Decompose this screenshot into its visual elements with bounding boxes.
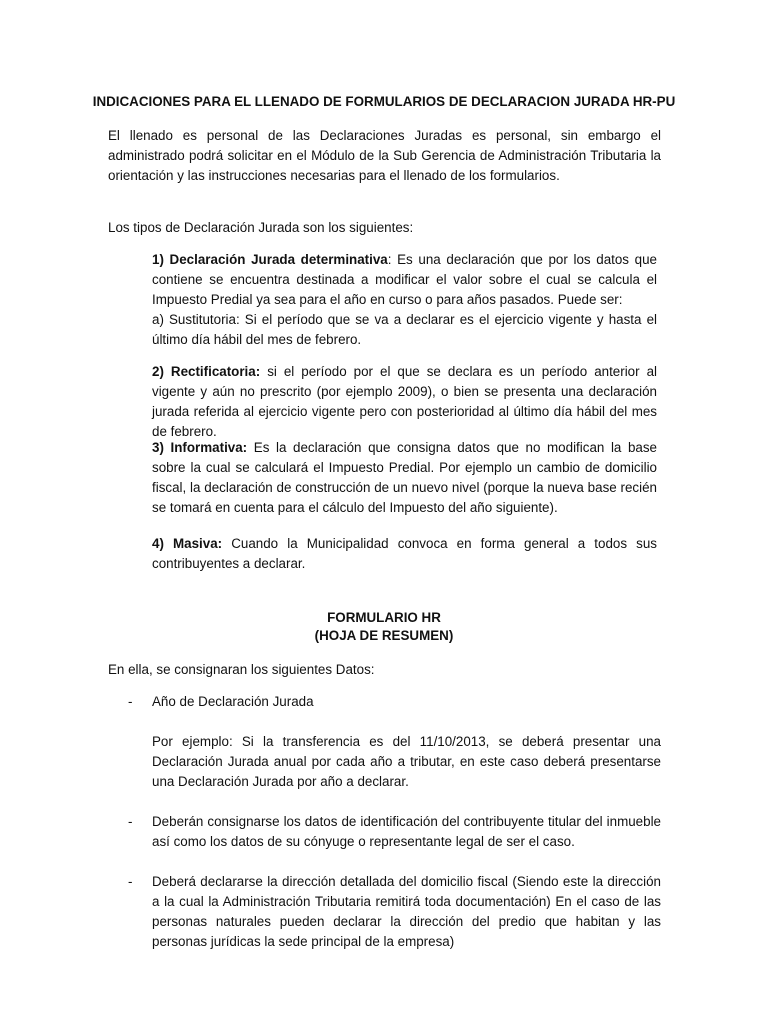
type-item-sub: a) Sustitutoria: Si el período que se va a declarar es el ejercicio vigente y hasta el último día hábil del mes de febrero. <box>152 312 657 347</box>
type-item-text: si el período por el que se declara es un período anterior al vigente y aún no prescrito (por ejemplo 2009), o bien se presenta una declaración jurada referida al ejercicio vigente pero con posterioridad al último día hábil del mes de febrero. <box>152 364 657 439</box>
type-item-label: 2) Rectificatoria: <box>152 364 261 379</box>
type-item-text: : Es una declaración que por los datos que contiene se encuentra destinada a modificar el valor sobre el cual se calcula el Impuesto Predial ya sea para el año en curso o para años pasados. Puede ser: <box>152 252 657 307</box>
type-item-determinativa <box>152 250 657 350</box>
bullet-identificacion: Deberán consignarse los datos de identificación del contribuyente titular del inmueble así como los datos de su cónyuge o representante legal de ser el caso. <box>152 814 661 849</box>
type-item-informativa <box>152 438 657 518</box>
type-item-label: 1) Declaración Jurada determinativa <box>152 252 388 267</box>
type-item-label: 4) Masiva: <box>152 536 223 551</box>
intro-paragraph: El llenado es personal de las Declaraciones Juradas es personal, sin embargo el administrado podrá solicitar en el Módulo de la Sub Gerencia de Administración Tributaria la orientación y las instrucciones necesarias para el llenado de los formularios. <box>108 128 661 183</box>
types-intro: Los tipos de Declaración Jurada son los siguientes: <box>108 220 414 235</box>
bullet-dash: - <box>128 814 133 829</box>
bullet-domicilio: Deberá declararse la dirección detallada del domicilio fiscal (Siendo este la dirección a la cual la Administración Tributaria remitirá toda documentación) En el caso de las personas naturales pueden declarar la dirección del predio que habitan y las personas jurídicas la sede principal de la empresa) <box>152 874 661 949</box>
data-intro: En ella, se consignaran los siguientes Datos: <box>108 662 375 677</box>
bullet-dash: - <box>128 874 133 889</box>
type-item-label: 3) Informativa: <box>152 440 248 455</box>
form-heading: FORMULARIO HR <box>327 610 441 625</box>
example-paragraph: Por ejemplo: Si la transferencia es del 11/10/2013, se deberá presentar una Declaración Jurada anual por cada año a tributar, en este caso deberá presentarse una Declaración Jurada por año a declarar. <box>152 734 661 789</box>
type-item-rectificatoria <box>152 362 657 442</box>
type-item-text: Es la declaración que consigna datos que no modifican la base sobre la cual se calculará el Impuesto Predial. Por ejemplo un cambio de domicilio fiscal, la declaración de construcción de un nuevo nivel (porque la nueva base recién se tomará en cuenta para el cálculo del Impuesto del año siguiente). <box>152 440 657 515</box>
bullet-dash: - <box>128 694 133 709</box>
type-item-masiva <box>152 534 657 574</box>
bullet-anio: Año de Declaración Jurada <box>152 694 314 709</box>
form-subheading: (HOJA DE RESUMEN) <box>314 628 454 643</box>
type-item-text: Cuando la Municipalidad convoca en forma general a todos sus contribuyentes a declarar. <box>152 536 657 571</box>
document-title: INDICACIONES PARA EL LLENADO DE FORMULARIOS DE DECLARACION JURADA HR-PU <box>92 94 676 109</box>
